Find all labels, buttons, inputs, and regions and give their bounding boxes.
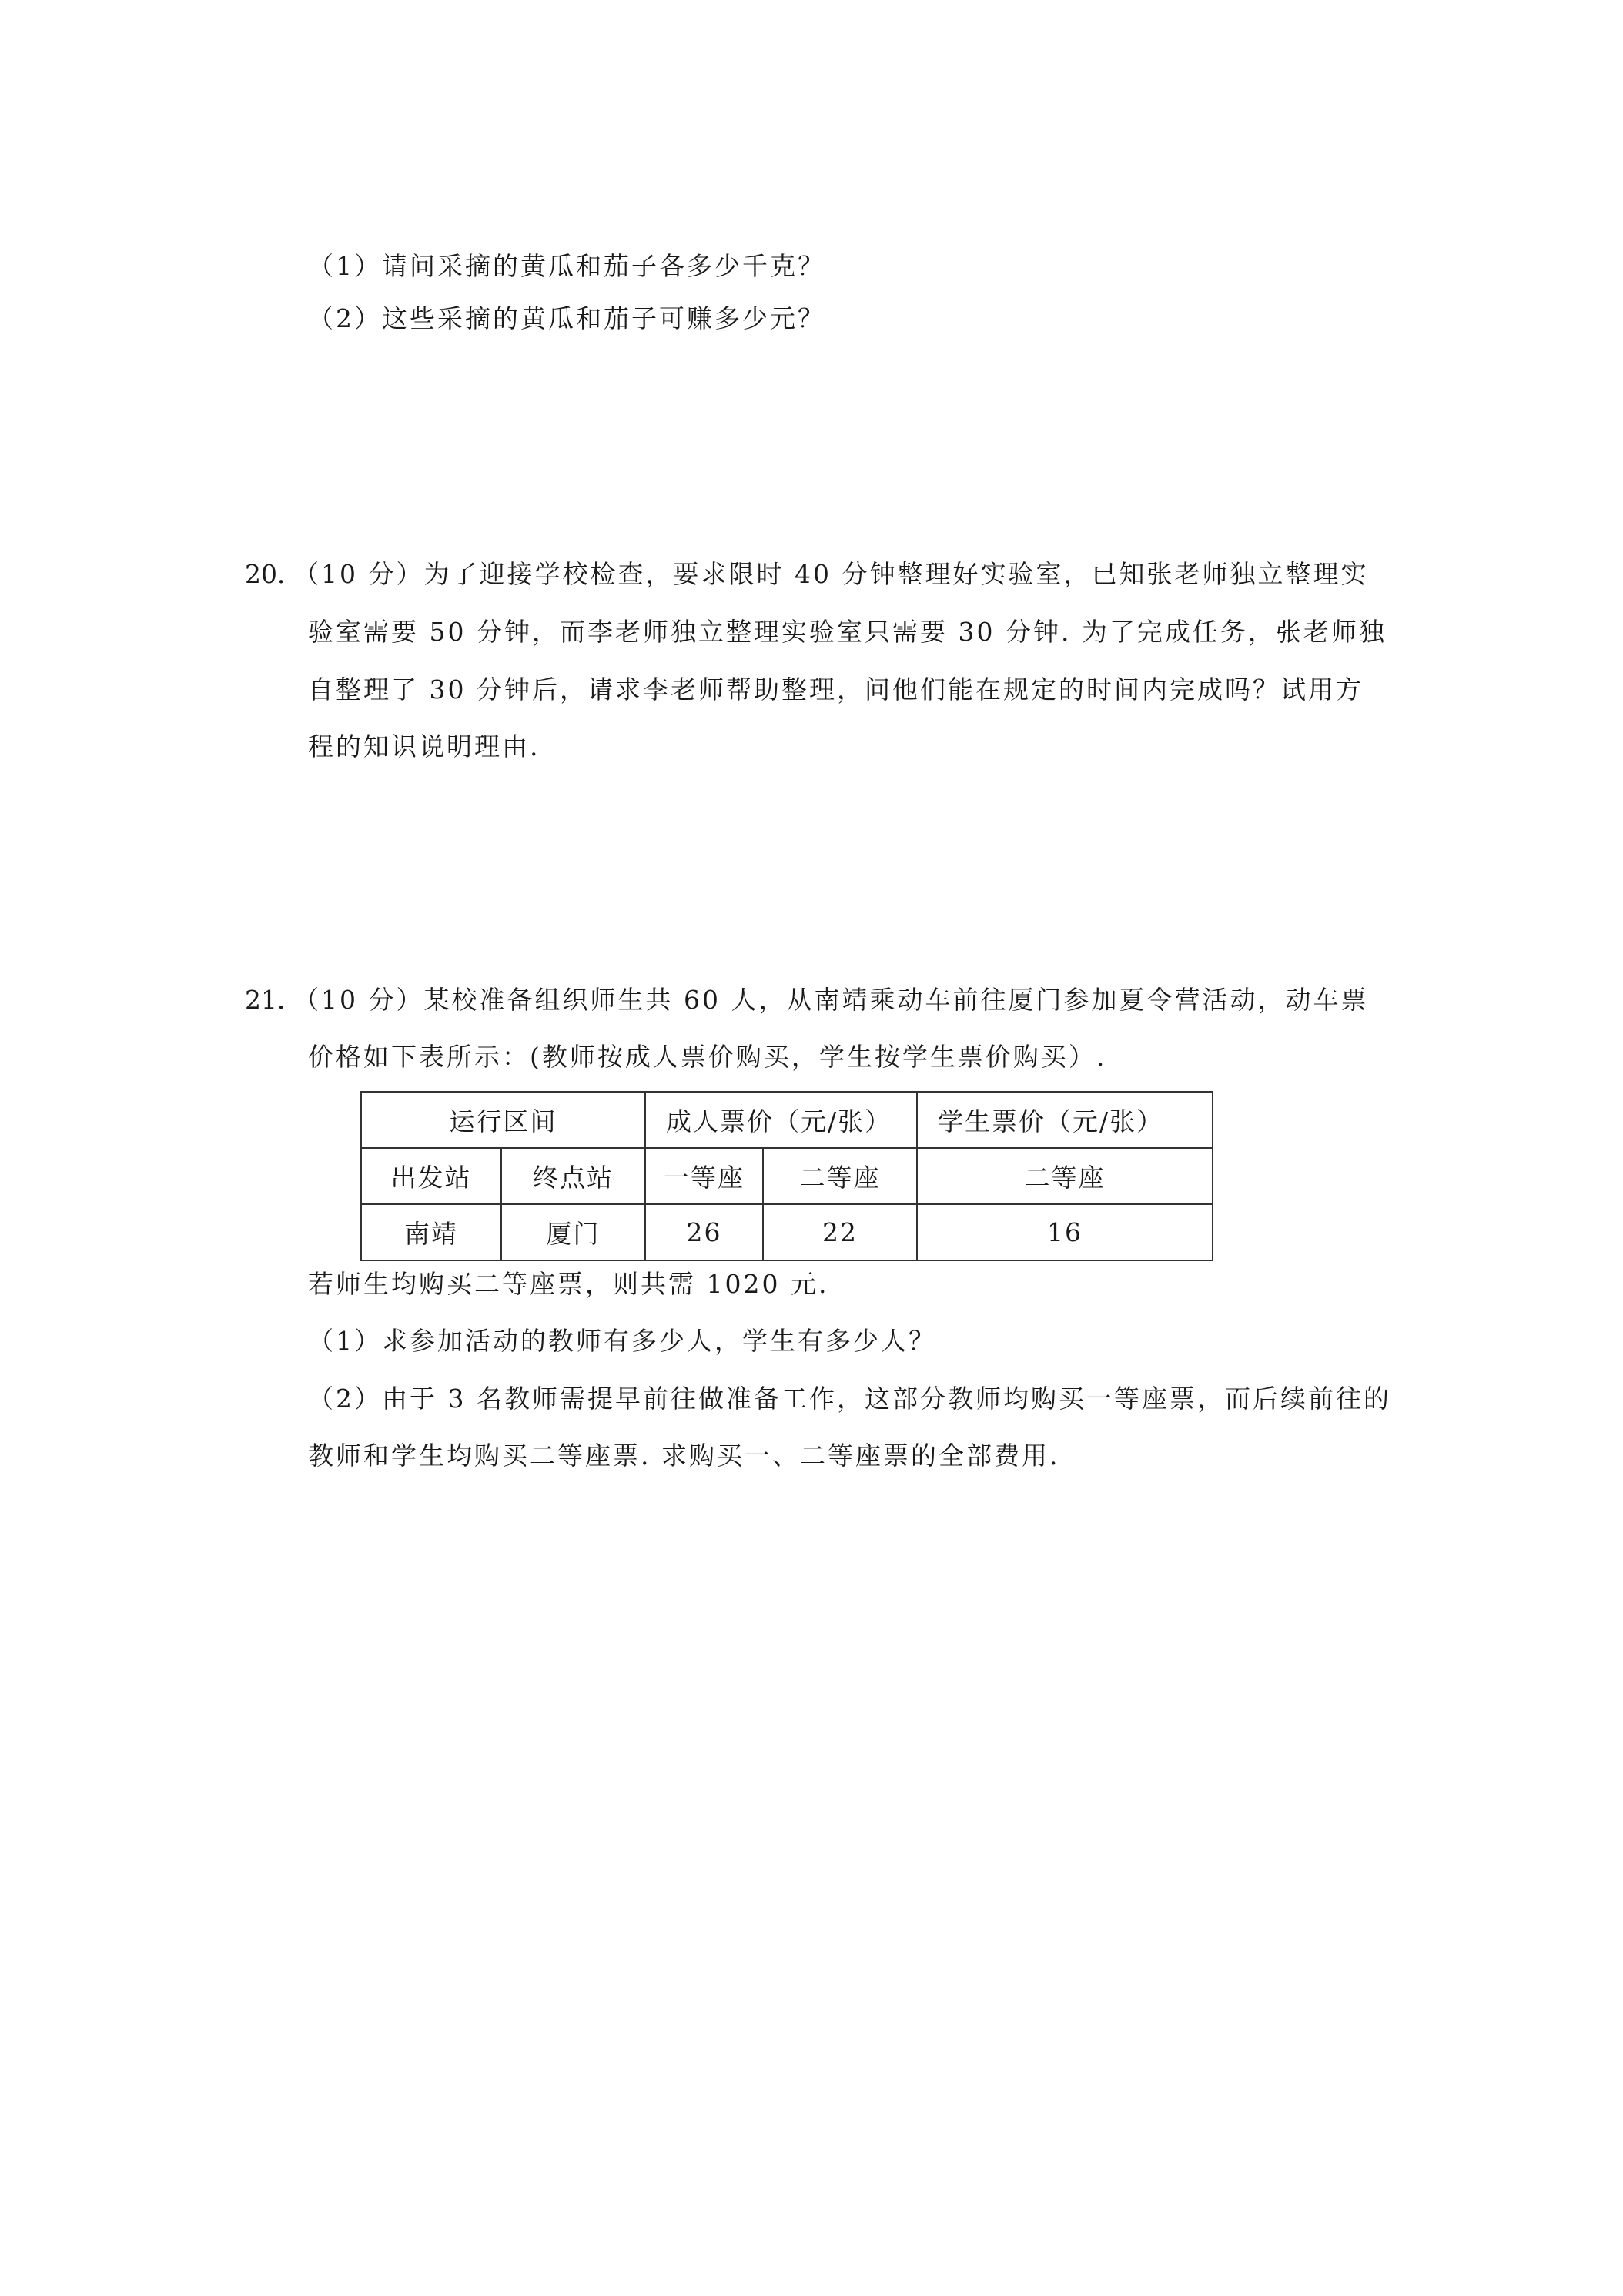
- q21-number: 21．: [245, 985, 303, 1015]
- q19-part1: （1）请问采摘的黄瓜和茄子各多少千克？: [308, 251, 825, 281]
- q21-line-1: （10 分）某校准备组织师生共 60 人，从南靖乘动车前往厦门参加夏令营活动，动车票: [293, 985, 1369, 1015]
- from-station-header: 出发站: [361, 1148, 501, 1204]
- student-second-price-cell: 16: [917, 1204, 1213, 1260]
- student-price-header: 学生票价（元/张）: [917, 1092, 1213, 1148]
- q21-part2-line-1: （2）由于 3 名教师需提早前往做准备工作，这部分教师均购买一等座票，而后续前往的: [308, 1384, 1391, 1414]
- q20-line-1: （10 分）为了迎接学校检查，要求限时 40 分钟整理好实验室，已知张老师独立整理实: [293, 559, 1369, 589]
- first-class-header: 一等座: [645, 1148, 763, 1204]
- adult-first-price-cell: 26: [645, 1204, 763, 1260]
- from-station-cell: 南靖: [361, 1204, 501, 1260]
- table-header-row: [361, 1092, 1213, 1148]
- route-header: 运行区间: [361, 1092, 645, 1148]
- q19-part2: （2）这些采摘的黄瓜和茄子可赚多少元？: [308, 303, 825, 333]
- adult-second-price-cell: 22: [763, 1204, 917, 1260]
- to-station-cell: 厦门: [501, 1204, 645, 1260]
- q21-part1: （1）求参加活动的教师有多少人，学生有多少人？: [308, 1326, 936, 1356]
- table-subheader-row: [361, 1148, 1213, 1204]
- q21-part2-line-2: 教师和学生均购买二等座票. 求购买一、二等座票的全部费用.: [308, 1441, 1060, 1471]
- q20-number: 20．: [245, 559, 303, 589]
- table-row: [361, 1204, 1213, 1260]
- student-second-class-header: 二等座: [917, 1148, 1213, 1204]
- q20-line-3: 自整理了 30 分钟后，请求李老师帮助整理，问他们能在规定的时间内完成吗？试用方: [308, 674, 1364, 705]
- second-class-header: 二等座: [763, 1148, 917, 1204]
- to-station-header: 终点站: [501, 1148, 645, 1204]
- q21-line-2: 价格如下表所示：(教师按成人票价购买，学生按学生票价购买）.: [308, 1042, 1107, 1072]
- adult-price-header: 成人票价（元/张）: [645, 1092, 917, 1148]
- ticket-price-table: [360, 1091, 1213, 1261]
- q20-line-2: 验室需要 50 分钟，而李老师独立整理实验室只需要 30 分钟. 为了完成任务，张老师独: [308, 617, 1387, 647]
- q21-after-table: 若师生均购买二等座票，则共需 1020 元.: [308, 1269, 829, 1299]
- q20-line-4: 程的知识说明理由.: [308, 731, 540, 761]
